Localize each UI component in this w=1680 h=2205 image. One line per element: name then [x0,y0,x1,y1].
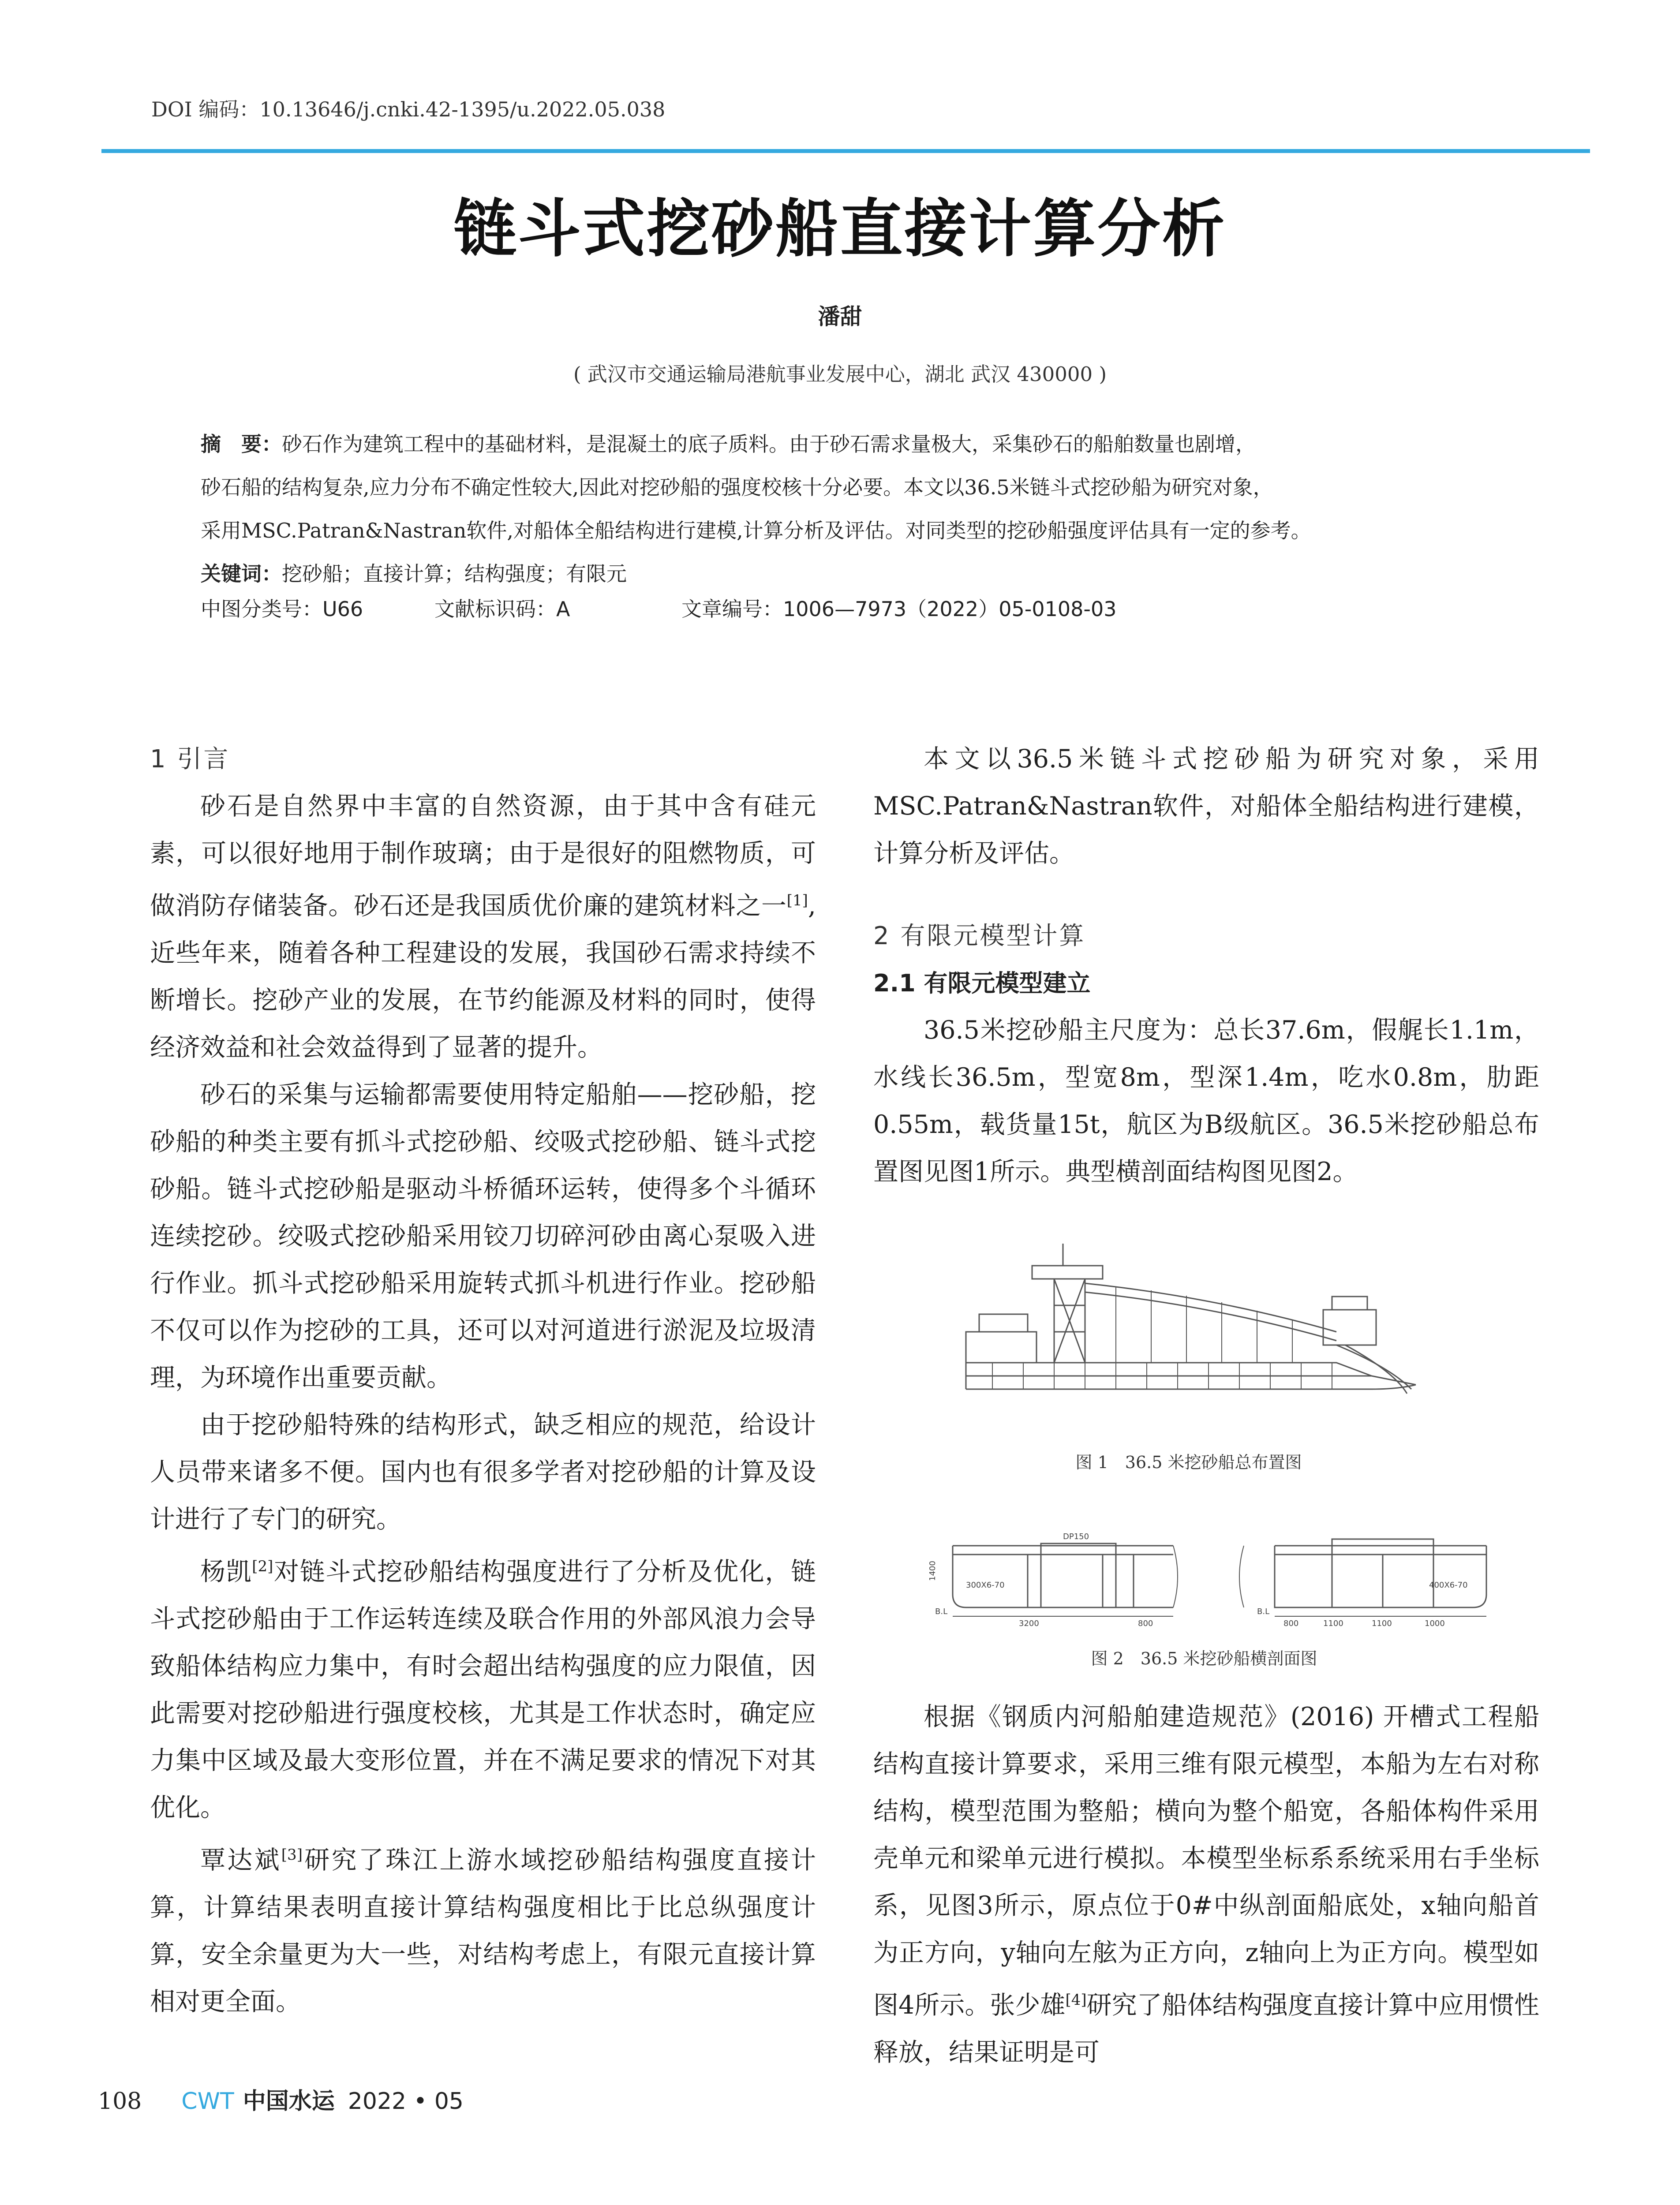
abstract [201,422,1506,595]
paragraph: 36.5米挖砂船主尺度为：总长37.6m，假艉长1.1m，水线长36.5m，型宽8m，型深1.4m，吃水0.8m，肋距0.55m，载货量15t，航区为B级航区。36.5米挖砂船总布置图见图1所示。典型横剖面结构图见图2。 [873,1016,1539,1186]
abstract-label: 摘 要： [201,432,282,456]
affiliation: ( 武汉市交通运输局港航事业发展中心，湖北 武汉 430000 ) [573,363,1107,386]
journal-logo: CWT [181,2088,234,2115]
doi-line: DOI 编码：10.13646/j.cnki.42-1395/u.2022.05.038 [151,97,666,121]
paragraph: 砂石的采集与运输都需要使用特定船舶——挖砂船，挖砂船的种类主要有抓斗式挖砂船、绞吸式挖砂船、链斗式挖砂船。链斗式挖砂船是驱动斗桥循环运转，使得多个斗循环连续挖砂。绞吸式挖砂船采用铰刀切碎河砂由离心泵吸入进行作业。抓斗式挖砂船采用旋转式抓斗机进行作业。挖砂船不仅可以作为挖砂的工具，还可以对河道进行淤泥及垃圾清理，为环境作出重要贡献。 [150,1080,816,1392]
section-heading-fem: 2 有限元模型计算 [873,922,1086,950]
member-label: 400X6-70 [1429,1581,1468,1590]
dimension-label: 800 [1138,1619,1153,1628]
keywords-label: 关键词： [201,562,282,586]
paper-title: 链斗式挖砂船直接计算分析 [453,193,1227,265]
citation: [2] [252,1558,273,1575]
citation: [4] [1065,1991,1087,2009]
page-footer [98,2082,464,2115]
paragraph: 由于挖砂船特殊的结构形式，缺乏相应的规范，给设计人员带来诸多不便。国内也有很多学者对挖砂船的计算及设计进行了专门的研究。 [150,1410,816,1534]
document-code: 文献标识码：A [434,597,570,621]
left-column [150,736,816,2026]
abstract-line-3: 采用MSC.Patran&Nastran软件,对船体全船结构进行建模,计算分析及评估。对同类型的挖砂船强度评估具有一定的参考。 [201,519,1311,542]
citation: [3] [281,1846,303,1864]
header-rule [101,149,1590,153]
member-label: 300X6-70 [966,1581,1005,1590]
citation: [1] [786,892,808,909]
figure-1-general-arrangement [948,1230,1429,1416]
dimension-label: 1100 [1323,1619,1343,1628]
journal-name: 中国水运 [243,2088,335,2115]
section-heading-intro: 1 引言 [150,745,230,774]
page-number: 108 [98,2088,142,2115]
figure-1-caption: 图 1 36.5 米挖砂船总布置图 [1075,1453,1302,1472]
abstract-line-1: 摘 要：砂石作为建筑工程中的基础材料，是混凝土的底子质料。由于砂石需求量极大，采集砂石的船舶数量也剧增， [201,432,1256,456]
paragraph: 本文以36.5米链斗式挖砂船为研究对象，采用MSC.Patran&Nastran软件，对船体全船结构进行建模，计算分析及评估。 [873,744,1539,868]
abstract-line-2: 砂石船的结构复杂,应力分布不确定性较大,因此对挖砂船的强度校核十分必要。本文以36.5米链斗式挖砂船为研究对象， [201,475,1273,499]
author: 潘甜 [818,304,862,329]
keywords-value: 挖砂船；直接计算；结构强度；有限元 [282,562,627,586]
classification-line [201,593,1117,622]
baseline-label: B.L [935,1607,948,1616]
dimension-label: 1100 [1372,1619,1392,1628]
dimension-label: 3200 [1019,1619,1039,1628]
figure-2-caption: 图 2 36.5 米挖砂船横剖面图 [1091,1649,1317,1668]
subsection-heading: 2.1 有限元模型建立 [873,969,1091,997]
paragraph: 根据《钢质内河船舶建造规范》(2016) 开槽式工程船结构直接计算要求，采用三维有限元模型，本船为左右对称结构，模型范围为整船；横向为整个船宽，各船体构件采用壳单元和梁单元进行模拟。本模型坐标系系统采用右手坐标系，见图3所示，原点位于0#中纵剖面船底处，x轴向船首为正方向，y轴向左舷为正方向，z轴向上为正方向。模型如图4所示。张少雄[4]研究了船体结构强度直接计算中应用惯性释放，结果证明是可 [873,1702,1540,2067]
keywords [201,552,1506,595]
right-column-top [873,736,1539,1196]
paragraph: 覃达斌[3]研究了珠江上游水域挖砂船结构强度直接计算，计算结果表明直接计算结构强度相比于比总纵强度计算，安全余量更为大一些，对结构考虑上，有限元直接计算相对更全面。 [150,1846,816,2016]
dimension-label: 800 [1283,1619,1299,1628]
article-number: 文章编号：1006—7973（2022）05-0108-03 [681,597,1117,621]
figure-2-cross-section [917,1497,1491,1634]
paragraph: 砂石是自然界中丰富的自然资源，由于其中含有硅元素，可以很好地用于制作玻璃；由于是很好的阻燃物质，可做消防存储装备。砂石还是我国质优价廉的建筑材料之一[1],近些年来，随着各种工程建设的发展，我国砂石需求持续不断增长。挖砂产业的发展，在节约能源及材料的同时，使得经济效益和社会效益得到了显著的提升。 [150,792,816,1062]
clc-number: 中图分类号：U66 [201,597,363,621]
baseline-label: B.L [1257,1607,1270,1616]
dimension-label: 1000 [1425,1619,1445,1628]
right-column-bottom [873,1693,1539,2076]
dimension-label: DP150 [1063,1532,1089,1541]
dimension-label: 1400 [928,1561,937,1581]
journal-issue: 2022 • 05 [348,2088,464,2115]
paragraph: 杨凯[2]对链斗式挖砂船结构强度进行了分析及优化，链斗式挖砂船由于工作运转连续及联合作用的外部风浪力会导致船体结构应力集中，有时会超出结构强度的应力限值，因此需要对挖砂船进行强度校核，尤其是工作状态时，确定应力集中区域及最大变形位置，并在不满足要求的情况下对其优化。 [150,1557,816,1822]
